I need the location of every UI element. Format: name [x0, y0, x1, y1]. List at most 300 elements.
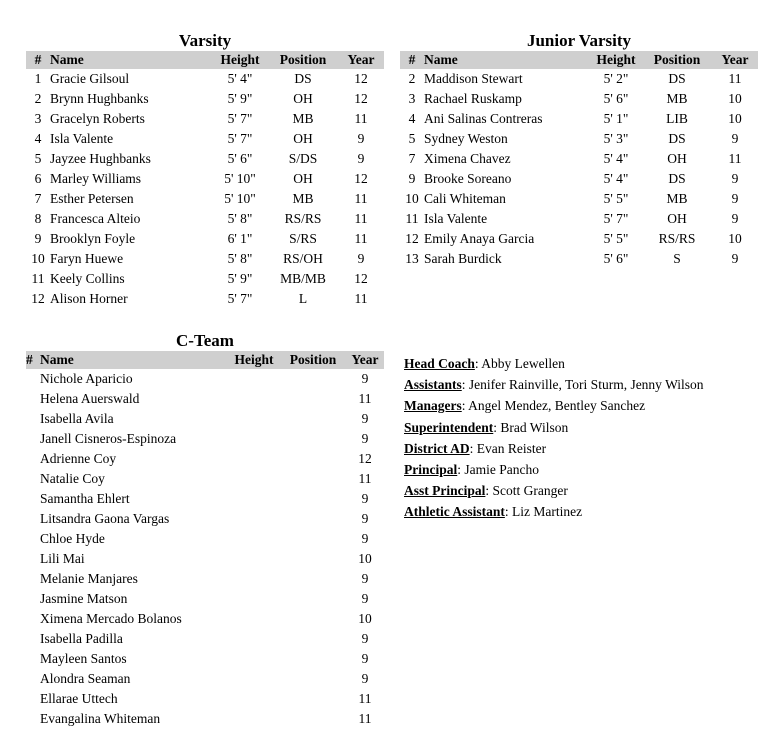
player-name: Gracie Gilsoul	[50, 71, 130, 86]
jv-title: Junior Varsity	[526, 31, 632, 50]
player-position	[280, 689, 346, 709]
player-number: 2	[408, 71, 416, 86]
player-height: 5' 6"	[227, 151, 253, 166]
player-height: 5' 5"	[603, 191, 629, 206]
player-height	[228, 469, 280, 489]
staff-separator: :	[457, 462, 465, 478]
staff-role-label: Asst Principal	[404, 483, 486, 499]
player-name: Rachael Ruskamp	[424, 91, 522, 106]
player-year: 11	[354, 111, 368, 126]
player-height: 5' 6"	[603, 251, 629, 266]
player-height: 5' 1"	[603, 111, 629, 126]
player-year: 9	[361, 411, 369, 426]
player-year: 12	[354, 91, 368, 106]
player-year: 12	[358, 451, 372, 466]
player-name: Isla Valente	[424, 211, 488, 226]
staff-separator: :	[461, 398, 469, 414]
cteam-table	[26, 351, 384, 729]
player-position: OH	[293, 171, 313, 186]
player-year: 12	[354, 171, 368, 186]
player-year: 11	[358, 391, 372, 406]
cteam-roster	[26, 351, 384, 729]
col-position-header: Position	[653, 52, 701, 67]
player-name: Nichole Aparicio	[40, 371, 133, 386]
player-position: DS	[668, 171, 686, 186]
staff-member-name: Liz Martinez	[512, 504, 583, 520]
player-position	[280, 589, 346, 609]
player-number	[26, 409, 40, 429]
player-height: 6' 1"	[227, 231, 253, 246]
staff-member-name: Angel Mendez, Bentley Sanchez	[468, 398, 646, 414]
player-name: Marley Williams	[50, 171, 142, 186]
player-number: 5	[408, 131, 416, 146]
player-position: DS	[668, 131, 686, 146]
player-year: 9	[357, 151, 365, 166]
col-height-header: Height	[220, 52, 260, 67]
player-position: MB	[666, 91, 688, 106]
player-position: DS	[668, 71, 686, 86]
table-row	[400, 129, 758, 149]
player-name: Lili Mai	[40, 551, 85, 566]
col-name-header: Name	[424, 52, 458, 67]
table-row	[26, 649, 384, 669]
player-name: Jasmine Matson	[40, 591, 128, 606]
table-row	[26, 169, 384, 189]
col-num-header: #	[26, 352, 33, 367]
player-height: 5' 7"	[227, 111, 253, 126]
player-number	[26, 389, 40, 409]
varsity-roster	[26, 51, 384, 309]
staff-row	[404, 480, 704, 501]
col-height-header: Height	[234, 352, 274, 367]
player-position	[280, 509, 346, 529]
col-year-header: Year	[351, 352, 379, 367]
player-position: RS/RS	[284, 211, 322, 226]
staff-separator: :	[485, 483, 493, 499]
player-position	[280, 469, 346, 489]
player-name: Litsandra Gaona Vargas	[40, 511, 170, 526]
table-row	[26, 189, 384, 209]
player-name: Esther Petersen	[50, 191, 134, 206]
player-name: Keely Collins	[50, 271, 125, 286]
player-position	[280, 369, 346, 389]
player-position	[280, 409, 346, 429]
player-year: 10	[728, 111, 742, 126]
staff-row	[404, 395, 704, 416]
player-height	[228, 569, 280, 589]
table-row	[400, 229, 758, 249]
player-position	[280, 389, 346, 409]
player-name: Jayzee Hughbanks	[50, 151, 151, 166]
player-height: 5' 10"	[224, 191, 256, 206]
player-position: MB	[666, 191, 688, 206]
player-year: 11	[358, 691, 372, 706]
player-position: L	[298, 291, 308, 306]
player-height: 5' 9"	[227, 91, 253, 106]
player-year: 9	[361, 571, 369, 586]
player-name: Ximena Mercado Bolanos	[40, 611, 182, 626]
player-year: 11	[354, 191, 368, 206]
player-number: 1	[34, 71, 42, 86]
staff-row	[404, 438, 704, 459]
staff-role-label: Managers	[404, 398, 462, 414]
player-year: 9	[361, 651, 369, 666]
player-height	[228, 649, 280, 669]
player-number	[26, 549, 40, 569]
staff-role-label: Superintendent	[404, 419, 494, 435]
player-position: OH	[667, 151, 687, 166]
player-height: 5' 10"	[224, 171, 256, 186]
table-row	[400, 109, 758, 129]
player-number: 10	[31, 251, 45, 266]
player-height: 5' 3"	[603, 131, 629, 146]
player-number: 4	[34, 131, 42, 146]
player-height	[228, 709, 280, 729]
col-num-header: #	[34, 52, 42, 67]
player-year: 12	[354, 271, 368, 286]
table-row	[26, 369, 384, 389]
player-height	[228, 429, 280, 449]
player-number: 7	[34, 191, 42, 206]
player-number	[26, 709, 40, 729]
player-name: Alison Horner	[50, 291, 128, 306]
staff-separator: :	[461, 377, 469, 393]
player-height	[228, 389, 280, 409]
table-row	[26, 629, 384, 649]
table-row	[26, 569, 384, 589]
player-name: Gracelyn Roberts	[50, 111, 145, 126]
player-name: Sydney Weston	[424, 131, 508, 146]
table-row	[26, 709, 384, 729]
player-height: 5' 7"	[603, 211, 629, 226]
table-row	[26, 489, 384, 509]
player-number	[26, 509, 40, 529]
player-number: 4	[408, 111, 416, 126]
player-height	[228, 629, 280, 649]
player-year: 11	[728, 151, 742, 166]
table-row	[26, 269, 384, 289]
player-number: 5	[34, 151, 42, 166]
player-name: Brooklyn Foyle	[50, 231, 136, 246]
staff-member-name: Scott Granger	[492, 483, 568, 499]
player-year: 9	[731, 251, 739, 266]
staff-separator: :	[493, 419, 501, 435]
jv-table	[400, 51, 758, 269]
player-position: OH	[293, 131, 313, 146]
player-position: S/RS	[289, 231, 317, 246]
staff-member-name: Jenifer Rainville, Tori Sturm, Jenny Wilson	[468, 377, 704, 393]
player-number	[26, 569, 40, 589]
player-name: Natalie Coy	[40, 471, 105, 486]
player-position: OH	[293, 91, 313, 106]
staff-row	[404, 459, 704, 480]
player-height	[228, 689, 280, 709]
player-position: S/DS	[288, 151, 318, 166]
table-row	[26, 89, 384, 109]
player-year: 11	[358, 471, 372, 486]
table-row	[26, 549, 384, 569]
player-height: 5' 7"	[227, 291, 253, 306]
player-year: 9	[731, 131, 739, 146]
table-row	[26, 389, 384, 409]
player-number	[26, 609, 40, 629]
player-number: 8	[34, 211, 42, 226]
player-height: 5' 9"	[227, 271, 253, 286]
table-row	[400, 189, 758, 209]
player-position	[280, 609, 346, 629]
player-name: Brynn Hughbanks	[50, 91, 149, 106]
player-number	[26, 469, 40, 489]
player-year: 10	[358, 551, 372, 566]
player-height	[228, 609, 280, 629]
player-year: 11	[354, 211, 368, 226]
player-year: 9	[361, 491, 369, 506]
staff-separator: :	[469, 440, 477, 456]
player-height	[228, 509, 280, 529]
player-height: 5' 4"	[227, 71, 253, 86]
player-position	[280, 709, 346, 729]
table-row	[26, 689, 384, 709]
player-number: 12	[405, 231, 419, 246]
player-year: 9	[361, 531, 369, 546]
player-name: Melanie Manjares	[40, 571, 138, 586]
table-row	[26, 249, 384, 269]
player-name: Maddison Stewart	[424, 71, 523, 86]
player-number: 9	[408, 171, 416, 186]
player-name: Ximena Chavez	[424, 151, 511, 166]
table-row	[26, 529, 384, 549]
player-year: 9	[361, 511, 369, 526]
player-position	[280, 649, 346, 669]
col-year-header: Year	[721, 52, 749, 67]
player-number: 2	[34, 91, 42, 106]
player-number: 10	[405, 191, 419, 206]
varsity-header-row	[26, 51, 384, 69]
staff-row	[404, 353, 704, 374]
player-year: 11	[354, 231, 368, 246]
player-height: 5' 6"	[603, 91, 629, 106]
player-year: 9	[361, 671, 369, 686]
player-name: Janell Cisneros-Espinoza	[40, 431, 177, 446]
player-position	[280, 569, 346, 589]
player-number: 3	[408, 91, 416, 106]
player-year: 11	[728, 71, 742, 86]
player-number: 11	[405, 211, 419, 226]
table-row	[26, 69, 384, 89]
player-name: Isla Valente	[50, 131, 114, 146]
col-position-header: Position	[289, 352, 337, 367]
player-number: 9	[34, 231, 42, 246]
staff-row	[404, 374, 704, 395]
player-name: Mayleen Santos	[40, 651, 127, 666]
player-position: RS/RS	[658, 231, 696, 246]
player-name: Ellarae Uttech	[40, 691, 118, 706]
player-name: Sarah Burdick	[424, 251, 502, 266]
staff-role-label: Assistants	[404, 377, 462, 393]
player-position	[280, 529, 346, 549]
player-position: LIB	[666, 111, 688, 126]
player-name: Alondra Seaman	[40, 671, 131, 686]
staff-member-name: Abby Lewellen	[481, 356, 565, 371]
player-position: MB	[292, 191, 314, 206]
player-height: 5' 4"	[603, 171, 629, 186]
table-row	[26, 509, 384, 529]
player-name: Emily Anaya Garcia	[424, 231, 535, 246]
player-position: OH	[667, 211, 687, 226]
staff-member-name: Jamie Pancho	[464, 462, 539, 478]
player-height: 5' 7"	[227, 131, 253, 146]
staff-separator: :	[474, 356, 482, 371]
player-year: 10	[358, 611, 372, 626]
player-position: MB	[292, 111, 314, 126]
player-year: 9	[361, 591, 369, 606]
staff-role-label: District AD	[404, 440, 470, 456]
player-height	[228, 489, 280, 509]
table-row	[26, 109, 384, 129]
player-year: 9	[357, 131, 365, 146]
player-year: 10	[728, 231, 742, 246]
player-number	[26, 369, 40, 389]
table-row	[400, 89, 758, 109]
table-row	[26, 409, 384, 429]
player-number	[26, 689, 40, 709]
player-number: 11	[31, 271, 45, 286]
player-name: Cali Whiteman	[424, 191, 506, 206]
player-year: 9	[731, 191, 739, 206]
player-number	[26, 449, 40, 469]
player-name: Samantha Ehlert	[40, 491, 130, 506]
player-number: 13	[405, 251, 419, 266]
staff-role-label: Head Coach	[404, 356, 475, 371]
player-number	[26, 489, 40, 509]
player-name: Chloe Hyde	[40, 531, 105, 546]
varsity-table	[26, 51, 384, 309]
table-row	[26, 289, 384, 309]
player-position	[280, 669, 346, 689]
player-number	[26, 589, 40, 609]
player-name: Isabella Padilla	[40, 631, 123, 646]
col-name-header: Name	[50, 52, 84, 67]
player-name: Isabella Avila	[40, 411, 114, 426]
player-number	[26, 669, 40, 689]
table-row	[26, 609, 384, 629]
cteam-title: C-Team	[176, 331, 234, 350]
player-position: S	[673, 251, 681, 266]
player-year: 12	[354, 71, 368, 86]
col-height-header: Height	[596, 52, 636, 67]
player-height: 5' 4"	[603, 151, 629, 166]
player-height: 5' 8"	[227, 251, 253, 266]
col-position-header: Position	[279, 52, 327, 67]
table-row	[26, 669, 384, 689]
player-name: Helena Auerswald	[40, 391, 140, 406]
player-year: 9	[361, 431, 369, 446]
player-year: 9	[361, 631, 369, 646]
varsity-title: Varsity	[178, 31, 232, 50]
staff-member-name: Evan Reister	[476, 440, 547, 456]
player-height	[228, 669, 280, 689]
player-year: 11	[358, 711, 372, 726]
table-row	[26, 589, 384, 609]
jv-header-row	[400, 51, 758, 69]
player-year: 11	[354, 291, 368, 306]
staff-row	[404, 417, 704, 438]
player-height	[228, 549, 280, 569]
player-number: 3	[34, 111, 42, 126]
table-row	[26, 229, 384, 249]
staff-list	[404, 353, 704, 523]
player-name: Adrienne Coy	[40, 451, 117, 466]
col-year-header: Year	[347, 52, 375, 67]
player-position: MB/MB	[280, 271, 326, 286]
player-height	[228, 529, 280, 549]
staff-separator: :	[504, 504, 513, 520]
table-row	[400, 249, 758, 269]
player-number	[26, 529, 40, 549]
table-row	[26, 149, 384, 169]
staff-role-label: Principal	[404, 462, 458, 478]
player-number: 12	[31, 291, 45, 306]
col-num-header: #	[408, 52, 416, 67]
player-position	[280, 629, 346, 649]
player-number	[26, 429, 40, 449]
player-position	[280, 429, 346, 449]
player-year: 9	[361, 371, 369, 386]
player-year: 9	[357, 251, 365, 266]
player-height	[228, 369, 280, 389]
table-row	[400, 149, 758, 169]
player-height: 5' 2"	[603, 71, 629, 86]
table-row	[400, 209, 758, 229]
player-position: RS/OH	[283, 251, 323, 266]
col-name-header: Name	[40, 352, 74, 367]
player-position	[280, 449, 346, 469]
player-year: 9	[731, 171, 739, 186]
player-name: Francesca Alteio	[50, 211, 141, 226]
player-year: 10	[728, 91, 742, 106]
player-position	[280, 489, 346, 509]
player-name: Faryn Huewe	[50, 251, 124, 266]
player-name: Ani Salinas Contreras	[424, 111, 543, 126]
player-number	[26, 629, 40, 649]
player-number: 6	[34, 171, 42, 186]
jv-roster	[400, 51, 758, 269]
staff-role-label: Athletic Assistant	[404, 504, 505, 520]
staff-row	[404, 501, 704, 522]
table-row	[26, 129, 384, 149]
player-position: DS	[294, 71, 312, 86]
player-height	[228, 409, 280, 429]
table-row	[26, 469, 384, 489]
player-number: 7	[408, 151, 416, 166]
player-number	[26, 649, 40, 669]
player-height	[228, 589, 280, 609]
table-row	[26, 209, 384, 229]
player-name: Evangalina Whiteman	[40, 711, 161, 726]
cteam-header-row	[26, 351, 384, 369]
staff-member-name: Brad Wilson	[500, 419, 569, 435]
table-row	[400, 169, 758, 189]
player-name: Brooke Soreano	[424, 171, 512, 186]
player-height: 5' 5"	[603, 231, 629, 246]
player-height: 5' 8"	[227, 211, 253, 226]
table-row	[400, 69, 758, 89]
player-position	[280, 549, 346, 569]
table-row	[26, 449, 384, 469]
player-year: 9	[731, 211, 739, 226]
table-row	[26, 429, 384, 449]
player-height	[228, 449, 280, 469]
